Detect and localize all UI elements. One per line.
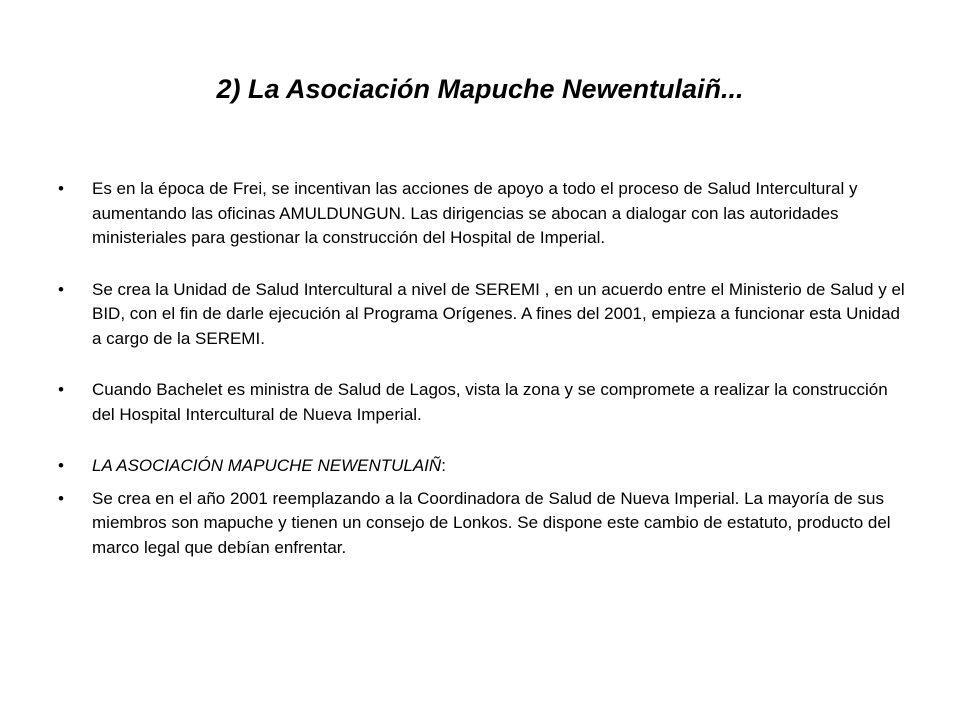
bullet-dot-icon: • [58, 179, 64, 198]
bullet-item-bachelet [58, 378, 908, 427]
bullet-item-asociacion-heading [58, 454, 908, 479]
bullet-text: Se crea en el año 2001 reemplazando a la Coordinadora de Salud de Nueva Imperial. La mayoría de sus miembros son mapuche y tienen un consejo de Lonkos. Se dispone este cambio de estatuto, producto del marco legal que debían enfrentar. [92, 488, 891, 557]
bullet-text-suffix: : [441, 456, 446, 475]
bullet-dot-icon: • [58, 456, 64, 475]
bullet-list [58, 177, 908, 560]
bullet-dot-icon: • [58, 488, 64, 508]
bullet-item-seremi [58, 278, 908, 352]
bullet-dot-icon: • [58, 380, 64, 399]
bullet-item-frei [58, 177, 908, 251]
slide-title: 2) La Asociación Mapuche Newentulaiñ... [216, 74, 744, 104]
bullet-text: Cuando Bachelet es ministra de Salud de Lagos, vista la zona y se compromete a realizar la construcción del Hospital Intercultural de Nueva Imperial. [92, 380, 888, 424]
bullet-text-italic: LA ASOCIACIÓN MAPUCHE NEWENTULAIÑ [92, 456, 442, 475]
bullet-text: Es en la época de Frei, se incentivan las acciones de apoyo a todo el proceso de Salud Intercultural y aumentando las oficinas AMULDUNGUN. Las dirigencias se abocan a dialogar con las autoridades ministeriales para gestionar la construcción del Hospital de Imperial. [92, 179, 858, 247]
bullet-text: Se crea la Unidad de Salud Intercultural a nivel de SEREMI , en un acuerdo entre el Ministerio de Salud y el BID, con el fin de darle ejecución al Programa Orígenes. A fines del 2001, empieza a funcionar esta Unidad a cargo de la SEREMI. [92, 279, 905, 348]
bullet-item-2001 [58, 487, 908, 561]
bullet-dot-icon: • [58, 279, 64, 299]
